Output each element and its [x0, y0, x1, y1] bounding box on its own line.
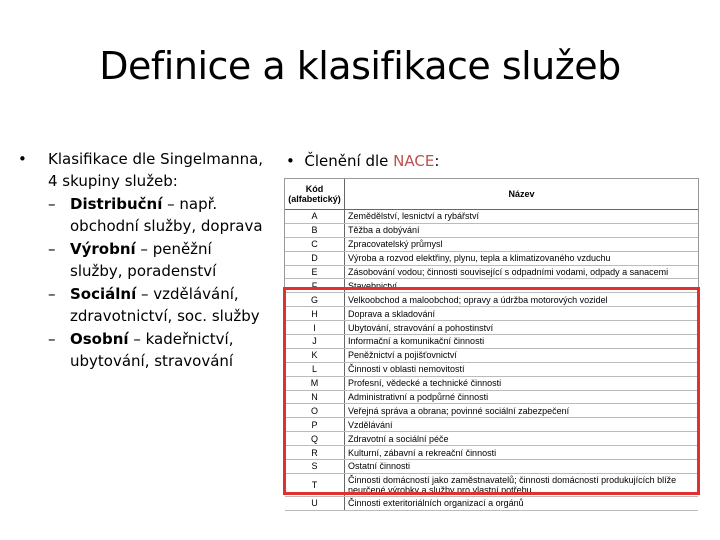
- nace-name: Činnosti domácností jako zaměstnavatelů; činnosti domácností produkujících blíže neurčené výrobky a služby pro vlastní potřebu: [345, 473, 699, 496]
- table-row: [285, 265, 698, 279]
- nace-code: Q: [285, 432, 345, 446]
- list-item: [18, 283, 268, 327]
- nace-code: K: [285, 348, 345, 362]
- list-item: [18, 238, 268, 282]
- nace-code: C: [285, 237, 345, 251]
- table-header-row: [285, 179, 698, 210]
- list-item: [18, 328, 268, 372]
- list-item: [18, 193, 268, 237]
- nace-name: Ostatní činnosti: [345, 460, 699, 474]
- group-desc: – kadeřnictví, ubytování, stravování: [70, 330, 234, 370]
- group-name: Distribuční: [70, 195, 163, 213]
- nace-code: H: [285, 307, 345, 321]
- nace-name: Administrativní a podpůrné činnosti: [345, 390, 699, 404]
- nace-name: Informační a komunikační činnosti: [345, 335, 699, 349]
- bullet-dot: •: [18, 150, 27, 168]
- nace-code: N: [285, 390, 345, 404]
- nace-name: Výroba a rozvod elektřiny, plynu, tepla a klimatizovaného vzduchu: [345, 251, 699, 265]
- nace-name: Profesní, vědecké a technické činnosti: [345, 376, 699, 390]
- services-highlight-box: [283, 287, 700, 495]
- table-row: [285, 237, 698, 251]
- dash: –: [48, 195, 56, 213]
- nace-code: O: [285, 404, 345, 418]
- table-row: [285, 223, 698, 237]
- main-bullet-line2: 4 skupiny služeb:: [48, 172, 178, 190]
- nace-name: Zemědělství, lesnictví a rybářství: [345, 210, 699, 224]
- dash: –: [48, 330, 56, 348]
- nace-code: T: [285, 473, 345, 496]
- nace-name: Zásobování vodou; činnosti související s odpadními vodami, odpady a sanacemi: [345, 265, 699, 279]
- table-row: [285, 210, 698, 224]
- nace-code: F: [285, 279, 345, 293]
- code-header-line2: (alfabetický): [288, 194, 341, 204]
- table-row: [285, 496, 698, 510]
- nace-name: Peněžnictví a pojišťovnictví: [345, 348, 699, 362]
- nace-colon: :: [434, 152, 440, 170]
- group-desc: – peněžní služby, poradenství: [70, 240, 217, 280]
- nace-code: P: [285, 418, 345, 432]
- group-name: Osobní: [70, 330, 129, 348]
- nace-code: R: [285, 446, 345, 460]
- nace-code: A: [285, 210, 345, 224]
- nace-term: NACE: [393, 152, 435, 170]
- code-header-line1: Kód: [305, 184, 324, 194]
- nace-name: Vzdělávání: [345, 418, 699, 432]
- group-desc: – vzdělávání, zdravotnictví, soc. služby: [70, 285, 260, 325]
- name-column-header: Název: [345, 179, 699, 210]
- nace-name: Těžba a dobývání: [345, 223, 699, 237]
- nace-code: J: [285, 335, 345, 349]
- slide-title: Definice a klasifikace služeb: [99, 44, 621, 88]
- dash: –: [48, 285, 56, 303]
- nace-name: Ubytování, stravování a pohostinství: [345, 321, 699, 335]
- singelmann-column: [18, 148, 268, 372]
- nace-code: S: [285, 460, 345, 474]
- nace-name: Veřejná správa a obrana; povinné sociální zabezpečení: [345, 404, 699, 418]
- nace-name: Činnosti exteritoriálních organizací a orgánů: [345, 496, 699, 510]
- nace-code: D: [285, 251, 345, 265]
- nace-code: G: [285, 293, 345, 307]
- code-column-header: [285, 179, 345, 210]
- nace-code: L: [285, 362, 345, 376]
- nace-code: I: [285, 321, 345, 335]
- service-groups-list: [18, 193, 268, 372]
- group-name: Výrobní: [70, 240, 136, 258]
- group-name: Sociální: [70, 285, 137, 303]
- nace-name: Kulturní, zábavní a rekreační činnosti: [345, 446, 699, 460]
- nace-label: Členění dle: [304, 152, 394, 170]
- nace-name: Zpracovatelský průmysl: [345, 237, 699, 251]
- main-bullet: [18, 148, 268, 192]
- nace-name: Zdravotní a sociální péče: [345, 432, 699, 446]
- nace-name: Doprava a skladování: [345, 307, 699, 321]
- nace-name: Činnosti v oblasti nemovitostí: [345, 362, 699, 376]
- nace-code: B: [285, 223, 345, 237]
- group-desc: – např. obchodní služby, doprava: [70, 195, 263, 235]
- nace-name: Velkoobchod a maloobchod; opravy a údržba motorových vozidel: [345, 293, 699, 307]
- main-bullet-line1: Klasifikace dle Singelmanna,: [48, 150, 264, 168]
- nace-name: Stavebnictví: [345, 279, 699, 293]
- table-row: [285, 251, 698, 265]
- nace-code: U: [285, 496, 345, 510]
- nace-code: E: [285, 265, 345, 279]
- bullet-dot: •: [286, 152, 295, 170]
- dash: –: [48, 240, 56, 258]
- nace-heading: [286, 150, 439, 172]
- nace-code: M: [285, 376, 345, 390]
